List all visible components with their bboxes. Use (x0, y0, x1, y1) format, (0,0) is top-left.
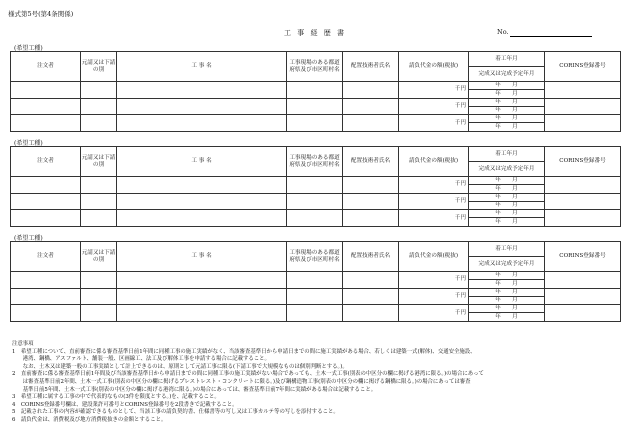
completion-date-cell[interactable]: 年 月 (469, 123, 545, 131)
corins-cell[interactable] (545, 82, 621, 99)
corins-cell[interactable] (545, 210, 621, 227)
engineer-cell[interactable] (343, 210, 399, 227)
header-amount: 請負代金の額(税抜) (399, 52, 469, 82)
location-cell[interactable] (287, 272, 343, 289)
work-name-cell[interactable] (117, 193, 287, 210)
header-corins: CORINS登録番号 (545, 242, 621, 272)
table-row (11, 193, 621, 201)
header-engineer: 配置技術者氏名 (343, 52, 399, 82)
prime-sub-cell[interactable] (81, 177, 117, 194)
completion-date-cell[interactable]: 年 月 (469, 90, 545, 98)
table-row (11, 177, 621, 185)
completion-date-cell[interactable]: 年 月 (469, 218, 545, 226)
header-completion: 完成又は完成予定年月 (469, 162, 545, 177)
completion-date-cell[interactable]: 年 月 (469, 201, 545, 209)
location-cell[interactable] (287, 115, 343, 132)
work-history-table (10, 146, 621, 227)
amount-cell[interactable]: 千円 (399, 115, 469, 132)
note-item: 1 希望工種について、直前審査に係る審査基準日前1年間に同種工事の施工実績がなく、当該審査基準日から申請日までの間に施工実績がある場合、若しくは建築一式(解体)、交通安全施設、 (12, 348, 476, 355)
header-prime-sub: 元請又は下請の別 (81, 242, 117, 272)
location-cell[interactable] (287, 82, 343, 99)
start-date-cell[interactable]: 年 月 (469, 288, 545, 296)
work-name-cell[interactable] (117, 288, 287, 305)
header-location: 工事現場のある都道府県及び市区町村名 (287, 147, 343, 177)
location-cell[interactable] (287, 98, 343, 115)
table-row (11, 305, 621, 313)
start-date-cell[interactable]: 年 月 (469, 210, 545, 218)
prime-sub-cell[interactable] (81, 272, 117, 289)
start-date-cell[interactable]: 年 月 (469, 177, 545, 185)
amount-cell[interactable]: 千円 (399, 288, 469, 305)
orderer-cell[interactable] (11, 193, 81, 210)
corins-cell[interactable] (545, 98, 621, 115)
orderer-cell[interactable] (11, 210, 81, 227)
note-item: 2 直前審査に係る審査基準日前1年間及び当該審査基準日から申請日までの間に同種工事の施工実績がない場合であっても、土木一式工事(別表の中区分の欄に掲げる港湾に限る。)の場合にあって (12, 371, 484, 378)
work-name-cell[interactable] (117, 210, 287, 227)
prime-sub-cell[interactable] (81, 98, 117, 115)
completion-date-cell[interactable]: 年 月 (469, 106, 545, 114)
work-name-cell[interactable] (117, 177, 287, 194)
prime-sub-cell[interactable] (81, 193, 117, 210)
work-name-cell[interactable] (117, 98, 287, 115)
page-title: 工 事 経 歴 書 (284, 29, 346, 37)
corins-cell[interactable] (545, 177, 621, 194)
location-cell[interactable] (287, 288, 343, 305)
location-cell[interactable] (287, 305, 343, 322)
corins-cell[interactable] (545, 305, 621, 322)
header-orderer: 注文者 (11, 242, 81, 272)
note-item: は審査基準日前2年間、土木一式工事(別表の中区分の欄に掲げるプレストレスト・コンクリートに限る。)及び鋼構造物工事(別表の中区分の欄に掲げる鋼橋に限る。)の場合にあっては審査 (12, 378, 471, 385)
amount-cell[interactable]: 千円 (399, 305, 469, 322)
amount-cell[interactable]: 千円 (399, 98, 469, 115)
amount-cell[interactable]: 千円 (399, 82, 469, 99)
orderer-cell[interactable] (11, 115, 81, 132)
note-item: 6 請負代金は、消費税及び地方消費税抜きの金額とすること。 (12, 416, 167, 423)
notes-heading: 注意事項 (12, 341, 34, 347)
start-date-cell[interactable]: 年 月 (469, 272, 545, 280)
header-start: 着工年月 (469, 242, 545, 257)
section-label: (希望工種) (14, 45, 43, 52)
header-amount: 請負代金の額(税抜) (399, 242, 469, 272)
note-item: 基準日前5年間、土木一式工事(別表の中区分の欄に掲げる港湾に限る。)の場合にあっては、審査基準日前7年間に実績がある場合は記載すること。 (12, 386, 377, 393)
work-name-cell[interactable] (117, 272, 287, 289)
amount-cell[interactable]: 千円 (399, 210, 469, 227)
work-name-cell[interactable] (117, 82, 287, 99)
work-name-cell[interactable] (117, 115, 287, 132)
form-number: 様式第5号(第4条関係) (8, 10, 74, 18)
header-orderer: 注文者 (11, 147, 81, 177)
table-row (11, 272, 621, 280)
location-cell[interactable] (287, 210, 343, 227)
corins-cell[interactable] (545, 115, 621, 132)
start-date-cell[interactable]: 年 月 (469, 82, 545, 90)
engineer-cell[interactable] (343, 272, 399, 289)
header-start: 着工年月 (469, 52, 545, 67)
header-work-name: 工 事 名 (117, 147, 287, 177)
completion-date-cell[interactable]: 年 月 (469, 185, 545, 193)
start-date-cell[interactable]: 年 月 (469, 115, 545, 123)
section-label: (希望工種) (14, 140, 43, 147)
location-cell[interactable] (287, 177, 343, 194)
orderer-cell[interactable] (11, 82, 81, 99)
table-row (11, 210, 621, 218)
note-item: 5 記載された工事の内容が確認できるものとして、当該工事の請負契約書、仕様書等の写し又は工事カルテ等の写しを添付すること。 (12, 409, 339, 416)
orderer-cell[interactable] (11, 98, 81, 115)
orderer-cell[interactable] (11, 288, 81, 305)
prime-sub-cell[interactable] (81, 82, 117, 99)
notes-list (12, 349, 618, 425)
table-row (11, 115, 621, 123)
engineer-cell[interactable] (343, 193, 399, 210)
amount-cell[interactable]: 千円 (399, 177, 469, 194)
header-engineer: 配置技術者氏名 (343, 147, 399, 177)
start-date-cell[interactable]: 年 月 (469, 305, 545, 313)
engineer-cell[interactable] (343, 305, 399, 322)
work-name-cell[interactable] (117, 305, 287, 322)
header-work-name: 工 事 名 (117, 52, 287, 82)
header-corins: CORINS登録番号 (545, 147, 621, 177)
start-date-cell[interactable]: 年 月 (469, 98, 545, 106)
prime-sub-cell[interactable] (81, 305, 117, 322)
header-corins: CORINS登録番号 (545, 52, 621, 82)
engineer-cell[interactable] (343, 177, 399, 194)
work-history-table (10, 51, 621, 132)
header-prime-sub: 元請又は下請の別 (81, 147, 117, 177)
header-orderer: 注文者 (11, 52, 81, 82)
header-location: 工事現場のある都道府県及び市区町村名 (287, 242, 343, 272)
location-cell[interactable] (287, 193, 343, 210)
note-item: なお、土木又は建築一般の工事実績として計上できるのは、原則として元請工事に限る(下請工事で大規模なものは個別判断とする。)。 (12, 363, 348, 370)
header-engineer: 配置技術者氏名 (343, 242, 399, 272)
header-location: 工事現場のある都道府県及び市区町村名 (287, 52, 343, 82)
corins-cell[interactable] (545, 193, 621, 210)
engineer-cell[interactable] (343, 288, 399, 305)
engineer-cell[interactable] (343, 98, 399, 115)
note-item: 3 希望工種に属する工事の中で代表的なもの(3件を限度とする。)を、記載すること。 (12, 394, 220, 401)
header-completion: 完成又は完成予定年月 (469, 67, 545, 82)
completion-date-cell[interactable]: 年 月 (469, 313, 545, 321)
amount-cell[interactable]: 千円 (399, 193, 469, 210)
header-completion: 完成又は完成予定年月 (469, 257, 545, 272)
table-row (11, 82, 621, 90)
work-history-table (10, 241, 621, 322)
amount-cell[interactable]: 千円 (399, 272, 469, 289)
header-prime-sub: 元請又は下請の別 (81, 52, 117, 82)
orderer-cell[interactable] (11, 305, 81, 322)
corins-cell[interactable] (545, 272, 621, 289)
corins-cell[interactable] (545, 288, 621, 305)
table-row (11, 288, 621, 296)
prime-sub-cell[interactable] (81, 210, 117, 227)
header-start: 着工年月 (469, 147, 545, 162)
orderer-cell[interactable] (11, 177, 81, 194)
prime-sub-cell[interactable] (81, 115, 117, 132)
orderer-cell[interactable] (11, 272, 81, 289)
header-amount: 請負代金の額(税抜) (399, 147, 469, 177)
start-date-cell[interactable]: 年 月 (469, 193, 545, 201)
note-item: 4 CORINS登録番号欄は、建設業許可番号とCORINS登録番号を2段書きで記載すること。 (12, 401, 238, 408)
number-label: No. (497, 28, 509, 36)
section-label: (希望工種) (14, 235, 43, 242)
number-field-underline[interactable] (510, 36, 592, 37)
completion-date-cell[interactable]: 年 月 (469, 296, 545, 304)
notes-block (12, 341, 618, 425)
prime-sub-cell[interactable] (81, 288, 117, 305)
note-item: 港湾、鋼橋、アスファルト、舗装一般、区画線工、法工及び解体工事を申請する場合に記載すること。 (12, 356, 270, 363)
table-row (11, 98, 621, 106)
engineer-cell[interactable] (343, 82, 399, 99)
header-work-name: 工 事 名 (117, 242, 287, 272)
completion-date-cell[interactable]: 年 月 (469, 280, 545, 288)
engineer-cell[interactable] (343, 115, 399, 132)
